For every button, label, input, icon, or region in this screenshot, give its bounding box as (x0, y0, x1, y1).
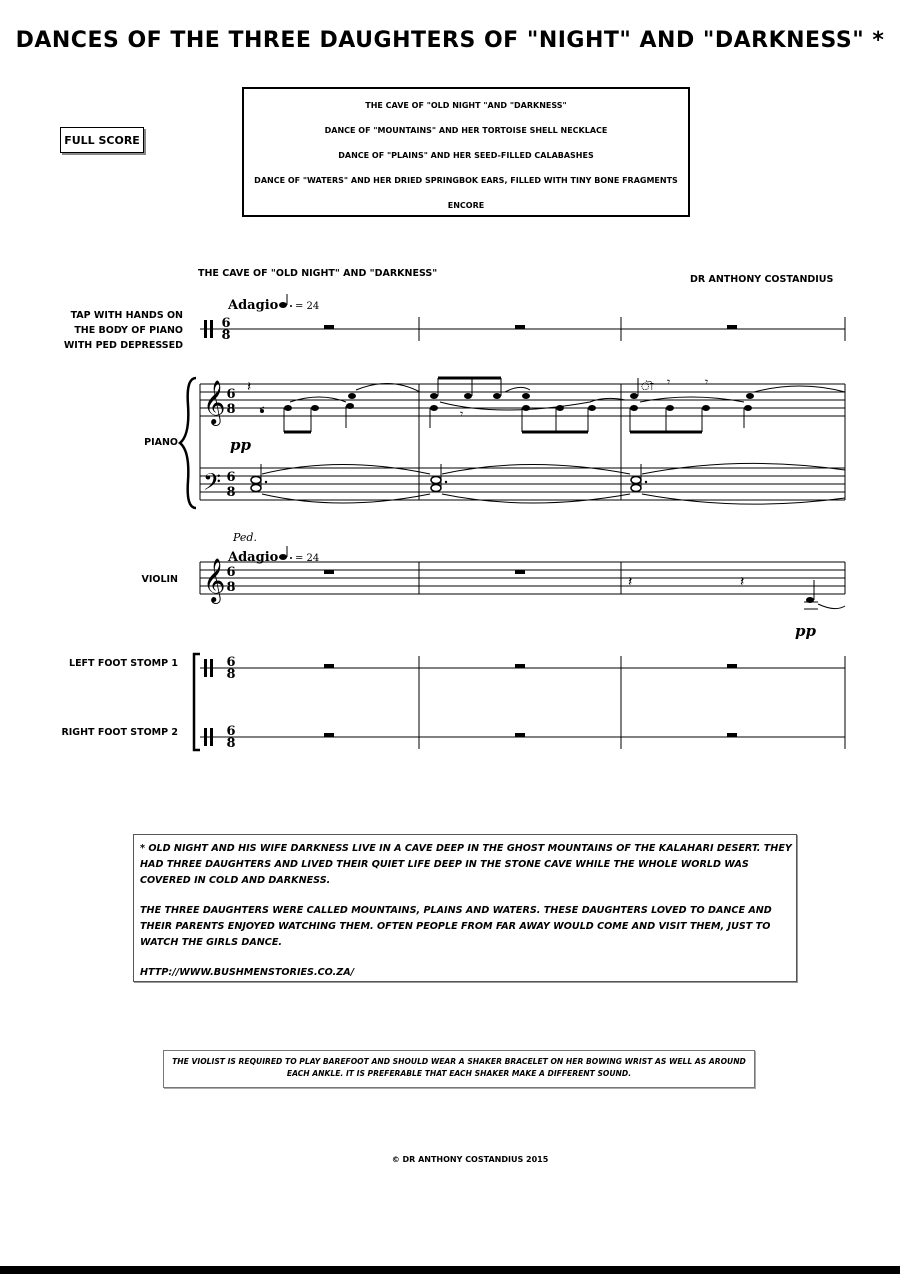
dynamic-pp: pp (230, 436, 251, 454)
tap-line: WITH PED DEPRESSED (63, 340, 183, 351)
svg-text:ৗ: ৗ (640, 380, 654, 393)
movement-title: THE CAVE OF "OLD NIGHT" AND "DARKNESS" (198, 268, 438, 279)
tempo-value-violin: = 24 (295, 553, 320, 564)
story-footnote-box (133, 834, 797, 982)
tempo-text-violin: Adagio (228, 550, 279, 565)
svg-text:6: 6 (226, 470, 236, 485)
svg-text:6: 6 (226, 724, 236, 739)
svg-text:𝄾: 𝄾 (705, 375, 709, 389)
svg-text:𝄽: 𝄽 (628, 574, 633, 590)
contents-item: DANCE OF "MOUNTAINS" AND HER TORTOISE SHELL NECKLACE (324, 126, 608, 135)
performance-note-box (163, 1050, 755, 1088)
svg-text:6: 6 (226, 655, 236, 670)
svg-text:6: 6 (226, 387, 236, 402)
instrument-piano: PIANO (144, 437, 178, 448)
svg-text:8: 8 (226, 485, 236, 500)
time-sig-top: 6 (221, 316, 231, 331)
page-bottom-bar (0, 1266, 900, 1274)
svg-text:8: 8 (226, 402, 236, 417)
piano-treble-staff (200, 384, 845, 500)
tempo-note-icon (279, 302, 287, 308)
page-title: DANCES OF THE THREE DAUGHTERS OF "NIGHT" AND "DARKNESS" * (15, 28, 885, 53)
instrument-left-foot: LEFT FOOT STOMP 1 (69, 658, 178, 669)
violin-staff (200, 562, 845, 594)
treble-clef-icon: 𝄞 (203, 558, 226, 602)
svg-text:6: 6 (226, 565, 236, 580)
full-score-text: FULL SCORE (64, 133, 140, 147)
svg-text:8: 8 (226, 667, 236, 682)
svg-text:𝄾: 𝄾 (460, 407, 464, 421)
svg-text:𝄽: 𝄽 (740, 574, 745, 590)
instrument-right-foot: RIGHT FOOT STOMP 2 (61, 727, 178, 738)
neutral-clef-icon (204, 320, 207, 338)
composer-name: DR ANTHONY COSTANDIUS (690, 274, 834, 285)
whole-rest (727, 325, 737, 329)
tempo-text: Adagio (228, 298, 279, 313)
stomp-bracket (194, 654, 200, 750)
whole-rest (324, 570, 334, 574)
treble-clef-icon: 𝄞 (203, 380, 226, 424)
piano-bass-staff (200, 468, 845, 500)
svg-text:8: 8 (226, 580, 236, 595)
contents-item: DANCE OF "WATERS" AND HER DRIED SPRINGBOK EARS, FILLED WITH TINY BONE FRAGMENTS (254, 176, 678, 185)
pedal-mark: Ped. (233, 531, 257, 544)
tap-line: THE BODY OF PIANO (74, 325, 183, 336)
piano-brace (180, 378, 196, 508)
instrument-violin: VIOLIN (141, 574, 178, 585)
tap-line: TAP WITH HANDS ON (70, 310, 183, 321)
footnote-paragraph: * OLD NIGHT AND HIS WIFE DARKNESS LIVE IN A CAVE DEEP IN THE GHOST MOUNTAINS OF THE KALAHARI DESERT. THEY HAD THREE DAUGHTERS AND LIVED THEIR QUIET LIFE DEEP IN THE STONE CAVE WHILE THE WHOLE WORLD WAS COVERED IN COLD AND DARKNESS. (140, 843, 792, 886)
tempo-value: = 24 (295, 301, 320, 312)
rest-icon: 𝄽 (247, 379, 252, 395)
time-sig-bottom: 8 (221, 328, 231, 343)
whole-rest (324, 325, 334, 329)
copyright: © DR ANTHONY COSTANDIUS 2015 (391, 1155, 549, 1164)
svg-text:8: 8 (226, 736, 236, 751)
note-group (430, 378, 625, 432)
bass-clef-icon: 𝄢 (203, 468, 222, 501)
footnote-url[interactable]: HTTP://WWW.BUSHMENSTORIES.CO.ZA/ (140, 967, 355, 978)
contents-item: THE CAVE OF "OLD NIGHT "AND "DARKNESS" (365, 101, 567, 110)
svg-text:𝄾: 𝄾 (667, 375, 671, 389)
whole-rest (515, 325, 525, 329)
dynamic-pp-violin: pp (795, 622, 816, 640)
footnote-paragraph: THE THREE DAUGHTERS WERE CALLED MOUNTAINS, PLAINS AND WATERS. THESE DAUGHTERS LOVED TO DANCE AND THEIR PARENTS ENJOYED WATCHING THEM. OFTEN PEOPLE FROM FAR AWAY WOULD COME AND VISIT THEM, JUST TO WATCH THE GIRLS DANCE. (140, 905, 772, 948)
contents-item: ENCORE (447, 201, 485, 210)
performance-note: THE VIOLIST IS REQUIRED TO PLAY BAREFOOT AND SHOULD WEAR A SHAKER BRACELET ON HER BOWING WRIST AS WELL AS AROUND EACH ANKLE. IT IS PREFERABLE THAT EACH SHAKER MAKE A DIFFERENT SOUND. (172, 1057, 746, 1078)
contents-item: DANCE OF "PLAINS" AND HER SEED-FILLED CALABASHES (338, 151, 594, 160)
whole-rest (515, 570, 525, 574)
